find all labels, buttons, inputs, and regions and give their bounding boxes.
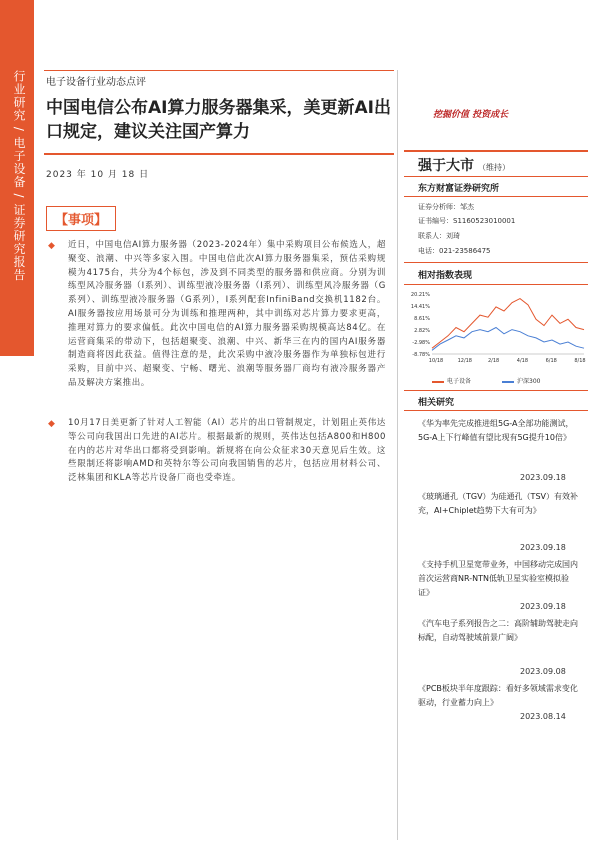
index-title: 相对指数表现: [418, 271, 473, 281]
x-tick-label: 8/18: [574, 358, 586, 364]
x-tick-label: 4/18: [516, 358, 529, 364]
index-rule-top: [404, 262, 588, 263]
x-tick-label: 10/18: [428, 358, 444, 364]
y-tick-label: 20.21%: [410, 292, 430, 298]
column-divider: [397, 70, 398, 840]
contact-row: [418, 231, 460, 241]
y-tick-label: -8.78%: [412, 352, 430, 358]
legend-item-sector: [432, 376, 471, 385]
related-date: 2023.09.18: [520, 543, 566, 552]
legend-label-benchmark: 沪深300: [517, 378, 541, 385]
license-label: 证书编号：: [418, 217, 453, 225]
license-number: S1160523010001: [453, 217, 516, 225]
license-row: [418, 216, 515, 226]
diamond-bullet-icon: ◆: [48, 419, 55, 429]
phone-number: 021-23586475: [439, 247, 491, 255]
institution-rule-bottom: [404, 196, 588, 197]
series-line-0: [432, 299, 584, 349]
related-date: 2023.08.14: [520, 712, 566, 721]
sidebar-label: 行业研究 / 电子设备 / 证券研究报告: [12, 70, 26, 282]
phone-row: [418, 246, 491, 256]
related-item[interactable]: 《汽车电子系列报告之二：高阶辅助驾驶走向标配，自动驾驶域前景广阔》: [418, 619, 578, 642]
index-chart: [404, 290, 594, 390]
analyst-name: 邹杰: [460, 203, 474, 211]
related-date: 2023.09.18: [520, 602, 566, 611]
analyst-row: [418, 202, 474, 212]
section-label: 电子设备行业动态点评: [46, 77, 146, 88]
event-paragraph: 近日，中国电信AI算力服务器（2023-2024年）集中采购项目公布候选人，超聚变、浪潮、中兴等多家入围。中国电信此次AI算力服务器集采，预估采购规模为4175台，共分为4个标包，涉及到不同类型的服务器和供应商。分别为训练型风冷服务器（I系列）、训练型液冷服务器（I系列）、训练型风冷服务器（G系列）、训练型液冷服务器（G系列），I系列配套InfiniBand交换机1182台。AI服务器按应用场景可分为训练和推理两种，其中训练对芯片算力要求更高，推理对算力的要求偏低。此次中国电信的AI算力服务器采购规模高达84亿。在运营商集采的带动下，包括超聚变、浪潮、中兴、新华三在内的国内AI服务器制造商将因此获益。值得注意的是，此次采购中液冷服务器作为单独标包进行采购，目前中兴、超聚变、宁畅、曙光、浪潮等服务器厂商均有液冷服务器产品及解决方案推出。: [68, 240, 386, 388]
contact-label: 联系人：: [418, 232, 446, 240]
events-heading: 【事项】: [46, 206, 116, 231]
y-tick-label: 14.41%: [410, 304, 430, 310]
phone-label: 电话：: [418, 247, 439, 255]
analyst-label: 证券分析师：: [418, 203, 460, 211]
header-rule: [44, 70, 394, 71]
legend-label-sector: 电子设备: [447, 378, 472, 385]
institution-name: 东方财富证券研究所: [418, 184, 500, 194]
diamond-bullet-icon: ◆: [48, 241, 55, 251]
report-date: 2023 年 10 月 18 日: [46, 170, 150, 180]
legend-swatch-benchmark: [502, 381, 514, 383]
index-rule-bottom: [404, 284, 588, 285]
related-title: 相关研究: [418, 398, 455, 408]
related-date: 2023.09.18: [520, 473, 566, 482]
legend-item-benchmark: [502, 376, 540, 385]
legend-swatch-sector: [432, 381, 444, 383]
related-item[interactable]: 《华为率先完成推进组5G-A全部功能测试，5G-A上下行峰值有望比现有5G提升10倍》: [418, 419, 574, 442]
slogan: 挖掘价值 投资成长: [433, 110, 509, 120]
sidebar-band: [0, 0, 34, 356]
institution-rule-top: [404, 176, 588, 177]
related-date: 2023.09.08: [520, 667, 566, 676]
rating-label: 强于大市: [418, 158, 474, 174]
x-tick-label: 12/18: [457, 358, 473, 364]
y-tick-label: 2.82%: [414, 328, 430, 334]
report-title: 中国电信公布AI算力服务器集采，美更新AI出口规定，建议关注国产算力: [46, 98, 391, 142]
y-tick-label: -2.98%: [412, 340, 430, 346]
contact-name: 刘琦: [446, 232, 460, 240]
title-rule: [44, 153, 394, 155]
related-item[interactable]: 《玻璃通孔（TGV）为硅通孔（TSV）有效补充，AI+Chiplet趋势下大有可为》: [418, 492, 578, 515]
event-paragraph: 10月17日美更新了针对人工智能（AI）芯片的出口管制规定，计划阻止英伟达等公司向我国出口先进的AI芯片。根据最新的规则，英伟达包括A800和H800在内的芯片对华出口都将受到影响。新规将在向公众征求30天意见后生效。这些限制还将影响AMD和英特尔等公司向我国销售的芯片，包括应用材料公司、泛林集团和KLA等芯片设备厂商也受牵连。: [68, 418, 386, 484]
related-item[interactable]: 《支持手机卫星宽带业务，中国移动完成国内首次运营商NR-NTN低轨卫星实验室模拟验证》: [418, 560, 578, 597]
rating: [418, 155, 510, 175]
x-tick-label: 6/18: [545, 358, 557, 364]
related-rule-top: [404, 390, 588, 391]
rating-sub: （维持）: [478, 163, 510, 172]
x-tick-label: 2/18: [487, 358, 500, 364]
slogan-rule: [404, 150, 588, 152]
related-item[interactable]: 《PCB板块半年度跟踪：看好多领域需求变化驱动，行业蓄力向上》: [418, 684, 578, 707]
series-line-1: [432, 328, 584, 351]
y-tick-label: 8.61%: [414, 316, 430, 322]
related-rule-bottom: [404, 410, 588, 411]
